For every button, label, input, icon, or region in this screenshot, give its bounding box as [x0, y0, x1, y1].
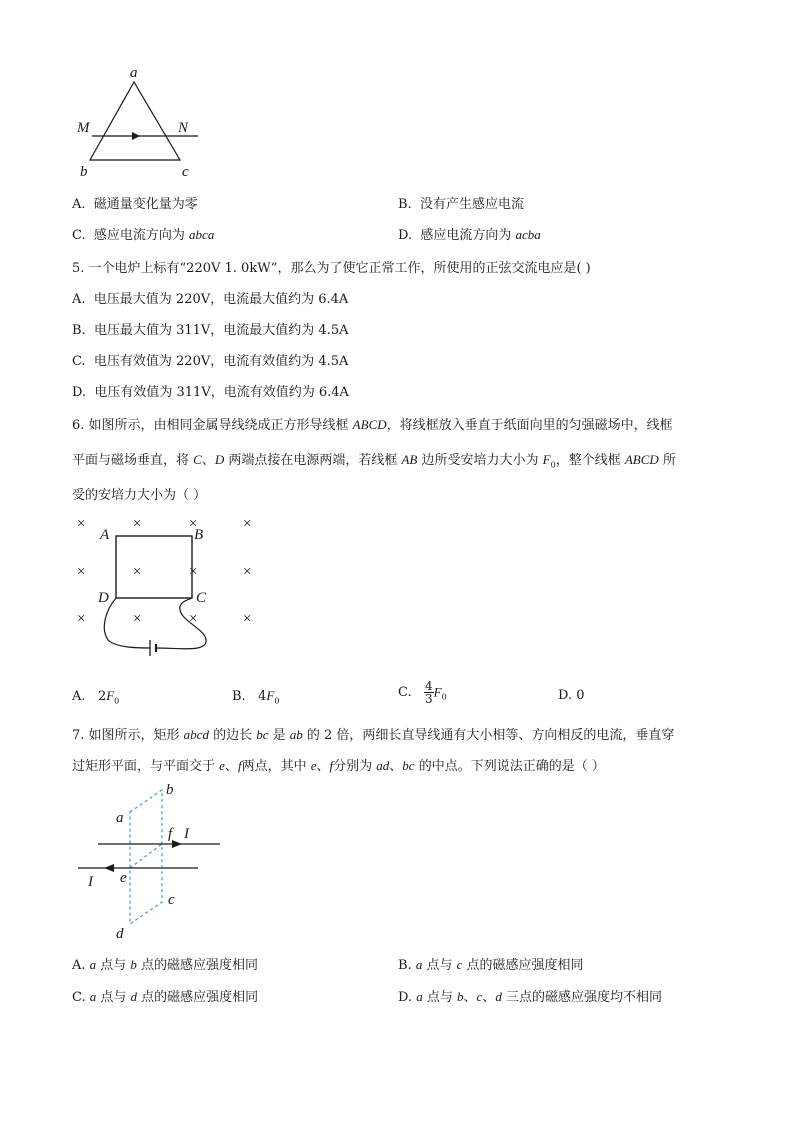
fraction-denominator: 3: [425, 692, 433, 706]
label-n: N: [178, 120, 189, 136]
option-label: B.: [398, 958, 416, 973]
fraction-numerator: 4: [425, 679, 433, 693]
option-text: 点的磁感应强度相同: [137, 990, 259, 1005]
q4-option-a[interactable]: [72, 193, 198, 212]
option-label: D.: [558, 688, 573, 703]
q6-stem-line1: [72, 414, 673, 433]
option-var: a: [415, 957, 423, 972]
option-label: A.: [72, 689, 86, 704]
label-B: B: [194, 527, 204, 543]
option-text: 点与: [96, 990, 131, 1005]
arrow-left-icon: [104, 864, 114, 872]
label-current-bottom: I: [88, 874, 93, 890]
option-text: 没有产生感应电流: [419, 197, 524, 212]
stem-text: 平面与磁场垂直，将: [72, 453, 194, 468]
stem-var: F: [542, 452, 551, 467]
option-text: 、: [482, 990, 496, 1005]
q7-option-a[interactable]: [72, 954, 258, 973]
stem-var: C: [193, 452, 202, 467]
q4-option-d[interactable]: [398, 224, 541, 243]
option-var: F: [433, 684, 442, 700]
label-c: c: [168, 892, 175, 908]
stem-text: 分别为: [333, 759, 377, 774]
q6-stem-line3: 受的安培力大小为（ ）: [72, 488, 207, 503]
option-label: C.: [72, 228, 86, 243]
option-var: d: [495, 989, 502, 1004]
stem-text: ，将线框放入垂直于纸面向里的匀强磁场中，线框: [386, 418, 673, 433]
option-var: F: [106, 688, 115, 703]
option-label: C.: [72, 354, 86, 369]
cross-icon: ×: [76, 516, 87, 532]
label-e: e: [120, 870, 127, 886]
square-frame-figure: [70, 510, 270, 665]
option-var: b: [457, 989, 464, 1004]
q6-option-c[interactable]: [398, 680, 447, 705]
stem-text: 的 2 倍，两细长直导线通有大小相等、方向相反的电流，垂直穿: [302, 728, 675, 743]
q7-stem-line1: [72, 724, 674, 743]
option-text: 电压有效值为 311V，电流有效值约为 6.4A: [94, 385, 349, 400]
option-text: 电压最大值为 311V，电流最大值约为 4.5A: [93, 323, 349, 338]
stem-var: ad: [376, 758, 390, 773]
stem-var: D: [214, 452, 225, 467]
option-text: 感应电流方向为: [93, 228, 185, 243]
q5-option-a[interactable]: [72, 288, 348, 307]
option-label: D.: [398, 228, 413, 243]
stem-sub: 0: [550, 460, 556, 470]
option-label: B.: [398, 197, 412, 212]
option-label: A.: [72, 292, 86, 307]
rectangle-wires-figure: [68, 778, 238, 944]
cross-icon: ×: [242, 611, 253, 627]
option-sub: 0: [441, 692, 447, 702]
stem-text: 的中点。下列说法正确的是（ ）: [414, 759, 605, 774]
option-text: 感应电流方向为: [420, 228, 512, 243]
option-var: a: [416, 989, 423, 1004]
option-text: 0: [576, 688, 585, 703]
fraction: [424, 680, 434, 705]
stem-var: bc: [256, 727, 269, 742]
stem-var: e: [310, 758, 317, 773]
option-text: 、: [463, 990, 477, 1005]
stem-var: AB: [401, 452, 418, 467]
triangle-abc: [90, 82, 180, 160]
option-var: F: [266, 688, 275, 703]
cross-icon: ×: [188, 611, 199, 627]
q6-option-d[interactable]: [558, 688, 585, 703]
option-label: B.: [232, 689, 246, 704]
option-label: C.: [398, 685, 412, 700]
q7-stem-line2: [72, 755, 605, 774]
label-c: c: [182, 164, 189, 180]
option-coef: 4: [258, 689, 267, 704]
option-var: acba: [515, 227, 541, 242]
option-label: D.: [398, 990, 417, 1005]
label-b: b: [166, 782, 174, 798]
cross-icon: ×: [132, 516, 143, 532]
option-text: 点的磁感应强度相同: [136, 958, 259, 973]
stem-text: 边所受安培力大小为: [417, 453, 543, 468]
option-var: b: [130, 957, 137, 972]
option-text: 三点的磁感应强度均不相同: [501, 990, 662, 1005]
arrow-right-icon: [172, 840, 182, 848]
label-C: C: [196, 590, 207, 606]
stem-text: 7. 如图所示，矩形: [72, 728, 184, 743]
option-var: a: [89, 957, 97, 972]
q5-stem: 5. 一个电炉上标有“220V 1. 0kW”，那么为了使它正常工作，所使用的正弦交流电应是( ): [72, 261, 591, 276]
stem-text: 两端点接在电源两端，若线框: [224, 453, 402, 468]
option-text: 磁通量变化量为零: [93, 197, 198, 212]
option-label: A.: [72, 958, 90, 973]
rectangle-abcd: [130, 790, 162, 924]
option-sub: 0: [114, 696, 120, 706]
cross-icon: ×: [188, 516, 199, 532]
stem-text: 是: [268, 728, 290, 743]
cross-icon: ×: [76, 564, 87, 580]
label-m: M: [77, 120, 90, 136]
midline-ef: [130, 844, 162, 868]
stem-var: bc: [402, 758, 415, 773]
stem-var: ABCD: [352, 417, 387, 432]
label-D: D: [98, 590, 109, 606]
q4-option-c[interactable]: [72, 224, 214, 243]
option-text: 点与: [422, 990, 457, 1005]
option-var: abca: [189, 227, 215, 242]
q7-option-d[interactable]: [398, 986, 662, 1005]
arrow-right-icon: [132, 132, 140, 140]
stem-text: 、: [224, 759, 238, 774]
option-text: 电压有效值为 220V，电流有效值约为 4.5A: [93, 354, 349, 369]
q5-option-c[interactable]: [72, 350, 348, 369]
option-text: 点与: [96, 958, 131, 973]
option-label: D.: [72, 385, 87, 400]
q4-option-b[interactable]: [398, 193, 524, 212]
option-label: A.: [72, 197, 86, 212]
cross-icon: ×: [132, 611, 143, 627]
option-label: C.: [72, 990, 90, 1005]
lead-wire-left: [104, 598, 150, 648]
stem-var: ABCD: [624, 452, 659, 467]
label-d: d: [116, 926, 124, 942]
option-var: d: [130, 989, 138, 1004]
q7-option-b[interactable]: [398, 954, 584, 973]
stem-text: 所: [658, 453, 676, 468]
q5-option-d[interactable]: [72, 381, 349, 400]
triangle-figure: [70, 62, 210, 182]
stem-text: 、: [389, 759, 403, 774]
option-coef: 2: [97, 689, 107, 704]
stem-var: e: [219, 758, 225, 773]
option-text: 点与: [422, 958, 457, 973]
option-sub: 0: [274, 696, 280, 706]
label-f: f: [168, 826, 173, 842]
option-var: a: [89, 989, 97, 1004]
cross-icon: ×: [76, 611, 87, 627]
label-a: a: [116, 810, 124, 826]
cross-icon: ×: [188, 564, 199, 580]
stem-text: 过矩形平面，与平面交于: [72, 759, 220, 774]
label-a: a: [130, 65, 138, 81]
stem-text: 6. 如图所示，由相同金属导线绕成正方形导线框: [72, 418, 353, 433]
cross-icon: ×: [132, 564, 143, 580]
q7-option-c[interactable]: [72, 986, 258, 1005]
option-var: c: [456, 957, 463, 972]
option-text: 电压最大值为 220V，电流最大值约为 6.4A: [93, 292, 349, 307]
stem-var: f: [329, 758, 334, 773]
stem-text: 两点，其中: [241, 759, 311, 774]
stem-var: abcd: [183, 727, 209, 742]
frame-abcd: [116, 536, 192, 598]
stem-text: 、: [316, 759, 330, 774]
option-var: c: [476, 989, 483, 1004]
q6-option-a[interactable]: [72, 688, 119, 706]
stem-text: 的边长: [208, 728, 257, 743]
stem-text: ，整个线框: [555, 453, 625, 468]
label-A: A: [100, 527, 110, 543]
label-current-top: I: [184, 826, 189, 842]
cross-icon: ×: [242, 516, 253, 532]
q6-stem-line2: [72, 449, 676, 470]
cross-icon: ×: [242, 564, 253, 580]
stem-text: 、: [201, 453, 215, 468]
q6-option-b[interactable]: [232, 688, 279, 706]
stem-var: ab: [289, 727, 303, 742]
stem-var: f: [237, 758, 242, 773]
label-b: b: [80, 164, 88, 180]
q5-option-b[interactable]: [72, 319, 348, 338]
option-label: B.: [72, 323, 86, 338]
option-text: 点的磁感应强度相同: [462, 958, 584, 973]
